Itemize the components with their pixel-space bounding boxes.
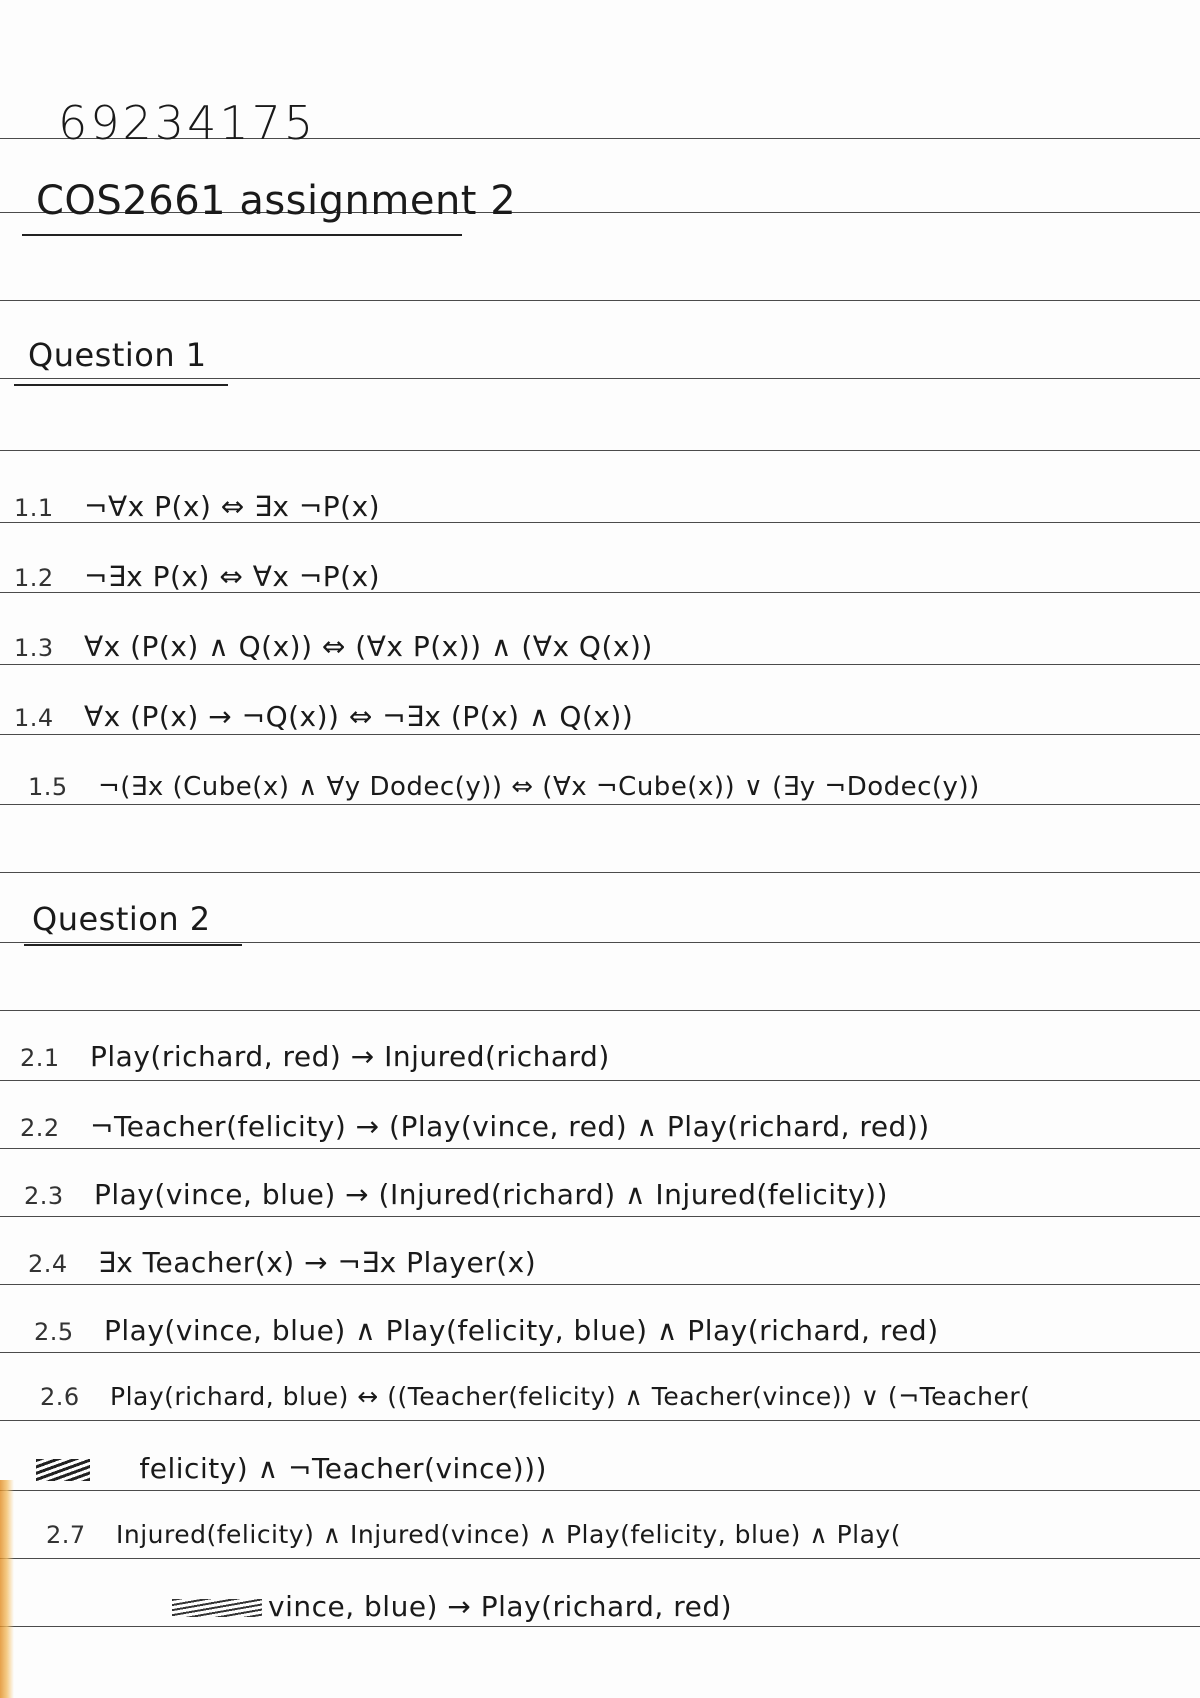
answer-text: ¬Teacher(felicity) → (Play(vince, red) ∧ Play(richard, red)) <box>90 1110 930 1143</box>
course-title-underline <box>22 234 462 236</box>
answer-text: vince, blue) → Play(richard, red) <box>268 1590 733 1623</box>
answer-number: 2.1 <box>20 1044 60 1072</box>
ruled-line <box>0 1626 1200 1627</box>
ruled-line <box>0 1352 1200 1353</box>
crossed-out-scribble <box>172 1599 262 1617</box>
ruled-line <box>0 734 1200 735</box>
ruled-line <box>0 1010 1200 1011</box>
answer-1-2 <box>14 560 380 593</box>
ruled-line <box>0 1420 1200 1421</box>
ruled-line <box>0 1490 1200 1491</box>
answer-2-3 <box>24 1178 888 1211</box>
answer-text: Play(richard, red) → Injured(richard) <box>90 1040 610 1073</box>
answer-text: Play(vince, blue) ∧ Play(felicity, blue) ∧ Play(richard, red) <box>104 1314 939 1347</box>
answer-2-2 <box>20 1110 930 1143</box>
answer-1-1 <box>14 490 380 523</box>
answer-text: Injured(felicity) ∧ Injured(vince) ∧ Play(felicity, blue) ∧ Play( <box>116 1520 901 1549</box>
answer-number: 1.3 <box>14 634 54 662</box>
answer-text: ∃x Teacher(x) → ¬∃x Player(x) <box>98 1246 537 1279</box>
student-number: 69234175 <box>58 96 317 150</box>
answer-number: 2.3 <box>24 1182 64 1210</box>
ruled-line <box>0 1080 1200 1081</box>
question-2-heading: Question 2 <box>32 900 211 938</box>
ruled-line <box>0 1284 1200 1285</box>
answer-text: ∀x (P(x) ∧ Q(x)) ⇔ (∀x P(x)) ∧ (∀x Q(x)) <box>84 630 653 663</box>
ruled-line <box>0 1216 1200 1217</box>
answer-text: ¬∃x P(x) ⇔ ∀x ¬P(x) <box>84 560 381 593</box>
answer-text: Play(vince, blue) → (Injured(richard) ∧ Injured(felicity)) <box>94 1178 888 1211</box>
question-1-heading: Question 1 <box>28 336 207 374</box>
answer-text: ∀x (P(x) → ¬Q(x)) ⇔ ¬∃x (P(x) ∧ Q(x)) <box>84 700 634 733</box>
answer-number: 2.7 <box>46 1521 86 1549</box>
answer-1-5 <box>28 772 980 802</box>
answer-number: 2.4 <box>28 1250 68 1278</box>
ruled-line <box>0 378 1200 379</box>
answer-2-1 <box>20 1040 610 1073</box>
answer-text: felicity) ∧ ¬Teacher(vince))) <box>139 1452 547 1485</box>
answer-text: ¬(∃x (Cube(x) ∧ ∀y Dodec(y)) ⇔ (∀x ¬Cube(x)) ∨ (∃y ¬Dodec(y)) <box>98 772 980 802</box>
answer-number: 1.1 <box>14 494 54 522</box>
ruled-line <box>0 1148 1200 1149</box>
answer-number: 2.5 <box>34 1318 74 1346</box>
answer-number: 2.2 <box>20 1114 60 1142</box>
question-1-underline <box>14 384 228 386</box>
crossed-out-scribble <box>36 1459 90 1481</box>
answer-text: Play(richard, blue) ↔ ((Teacher(felicity) ∧ Teacher(vince)) ∨ (¬Teacher( <box>110 1382 1031 1411</box>
ruled-line <box>0 942 1200 943</box>
ruled-line <box>0 664 1200 665</box>
page-edge-shadow <box>0 1480 14 1698</box>
course-title: COS2661 assignment 2 <box>36 178 517 224</box>
answer-2-4 <box>28 1246 536 1279</box>
question-2-underline <box>24 944 242 946</box>
answer-number: 2.6 <box>40 1383 80 1411</box>
answer-2-5 <box>34 1314 939 1347</box>
ruled-line <box>0 1558 1200 1559</box>
answer-number: 1.2 <box>14 564 54 592</box>
answer-text: ¬∀x P(x) ⇔ ∃x ¬P(x) <box>84 490 381 523</box>
answer-2-7 <box>46 1520 901 1549</box>
answer-1-4 <box>14 700 633 733</box>
ruled-line <box>0 872 1200 873</box>
ruled-line <box>0 450 1200 451</box>
answer-2-6 <box>40 1382 1030 1411</box>
answer-2-6-continuation <box>36 1452 547 1485</box>
answer-2-7-continuation <box>172 1590 732 1623</box>
ruled-line <box>0 300 1200 301</box>
answer-number: 1.5 <box>28 773 68 801</box>
answer-number: 1.4 <box>14 704 54 732</box>
ruled-line <box>0 804 1200 805</box>
answer-1-3 <box>14 630 653 663</box>
